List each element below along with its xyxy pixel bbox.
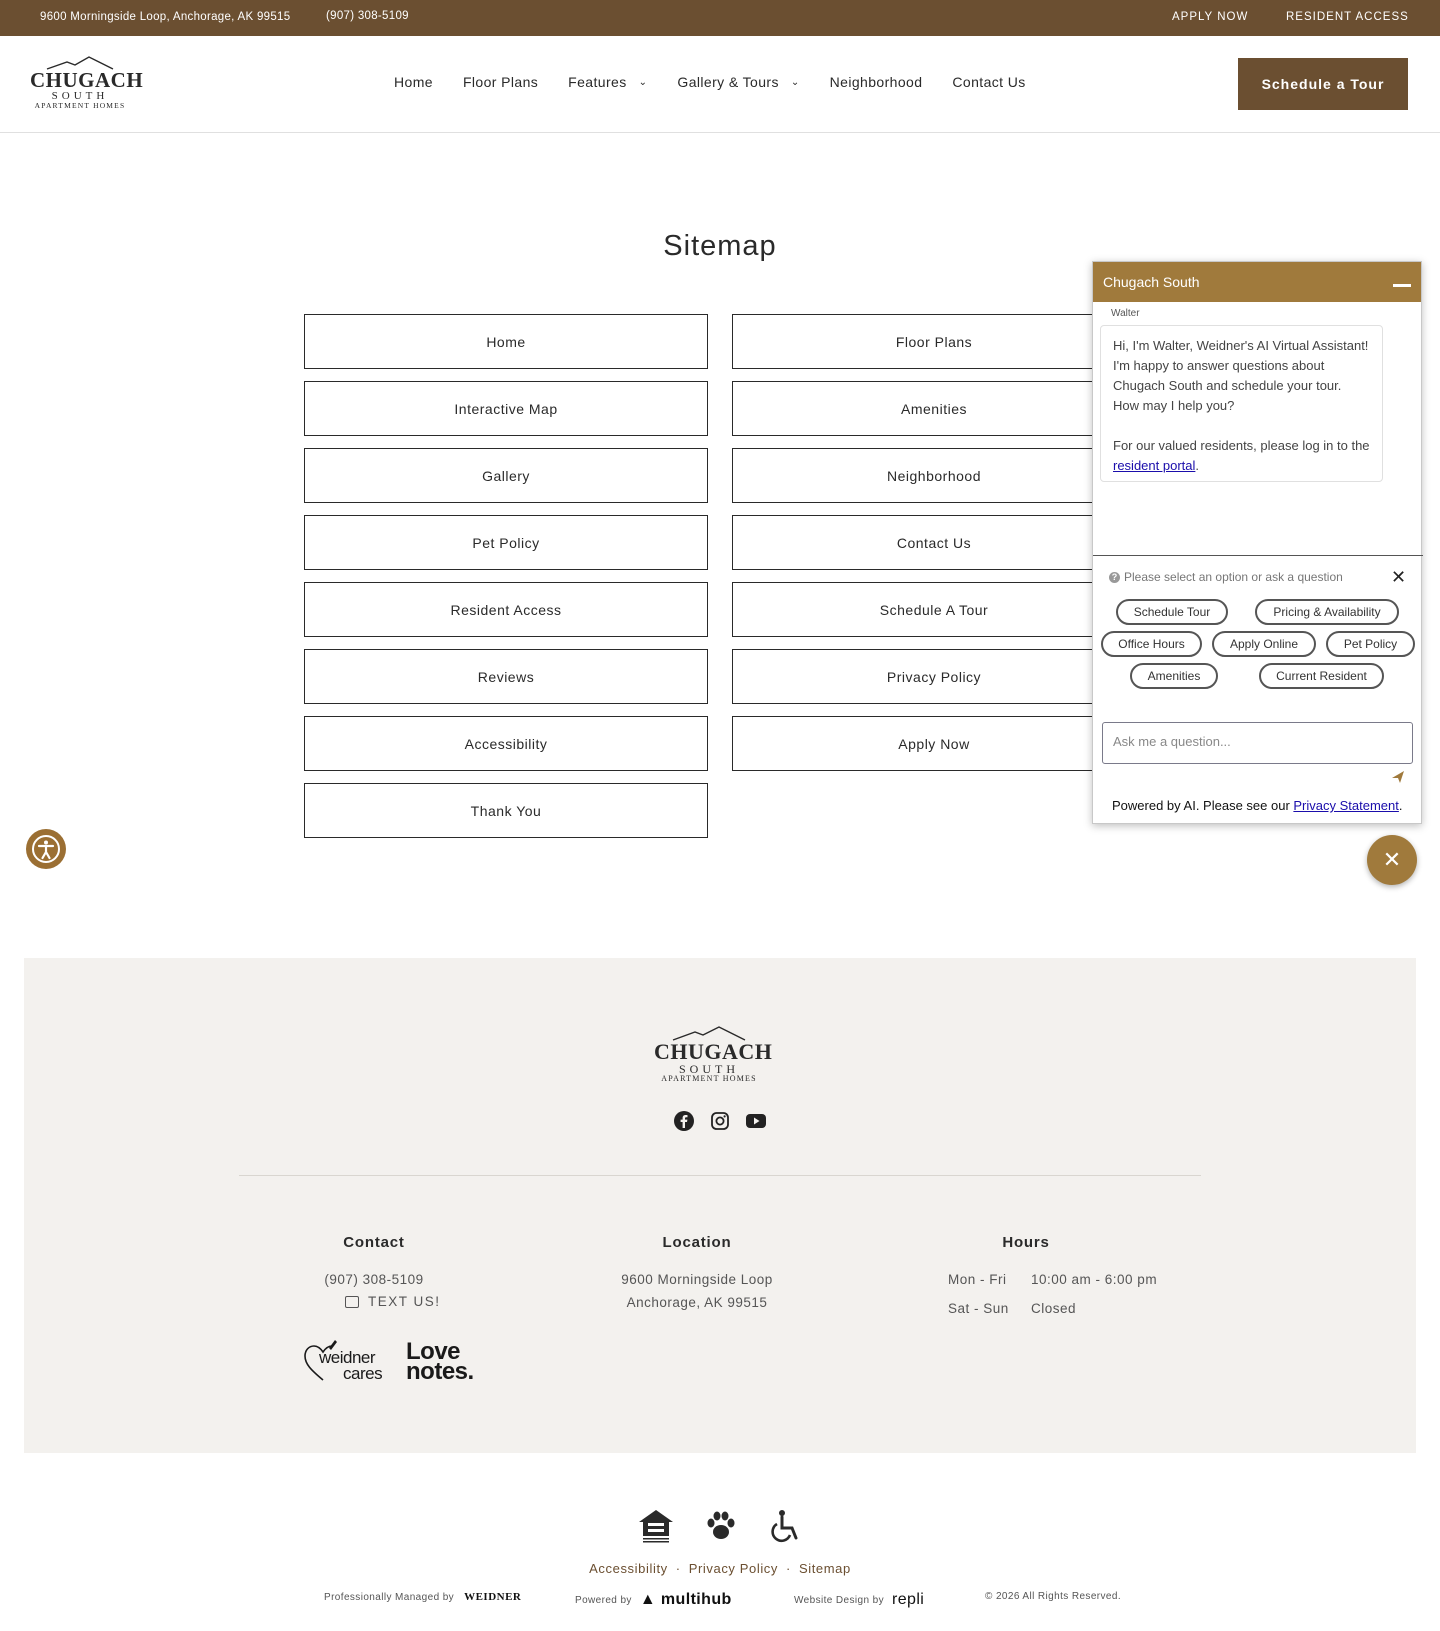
powered-by-label: Powered by — [575, 1594, 632, 1606]
logo-line1: CHUGACH — [654, 1039, 773, 1064]
chip-schedule-tour[interactable]: Schedule Tour — [1116, 599, 1228, 625]
top-phone[interactable]: (907) 308-5109 — [326, 10, 409, 22]
sitemap-link-home[interactable]: Home — [304, 314, 708, 369]
site-header — [0, 36, 1440, 133]
nav-gallery-tours[interactable] — [677, 74, 799, 90]
logo-line3: APARTMENT HOMES — [661, 1074, 757, 1083]
apply-now-link[interactable]: APPLY NOW — [1172, 11, 1249, 23]
location-heading: Location — [662, 1234, 732, 1251]
managed-by-credit — [324, 1591, 521, 1603]
nav-neighborhood[interactable] — [830, 74, 923, 90]
nav-neighborhood-label: Neighborhood — [829, 74, 923, 90]
accessibility-icon — [31, 834, 61, 864]
chip-pricing[interactable]: Pricing & Availability — [1255, 599, 1399, 625]
resident-portal-link[interactable]: resident portal — [1113, 458, 1196, 473]
chat-message-resident — [1113, 436, 1370, 476]
send-icon[interactable] — [1391, 770, 1405, 787]
minimize-icon[interactable] — [1393, 284, 1411, 287]
accessibility-widget-button[interactable] — [26, 829, 66, 869]
accessibility-link[interactable]: Accessibility — [589, 1561, 668, 1576]
multihub-logo[interactable] — [640, 1591, 732, 1609]
nav-gallery-label: Gallery & Tours — [677, 74, 779, 90]
chat-prompt-text: Please select an option or ask a question — [1124, 570, 1343, 584]
multihub-logo-text: multihub — [660, 1591, 732, 1608]
chat-widget — [1092, 261, 1422, 824]
repli-logo[interactable]: repli — [892, 1591, 925, 1608]
nav-features-label: Features — [568, 74, 627, 90]
sitemap-link[interactable]: Sitemap — [798, 1561, 851, 1576]
love-notes-text1: Love — [406, 1338, 461, 1365]
nav-features[interactable] — [568, 74, 647, 90]
sitemap-link-reviews[interactable]: Reviews — [304, 649, 708, 704]
chat-message-suffix: . — [1195, 458, 1200, 473]
chevron-down-icon: ⌄ — [790, 76, 800, 88]
sitemap-link-gallery[interactable]: Gallery — [304, 448, 708, 503]
chat-bubble-icon — [345, 1296, 359, 1308]
sitemap-link-interactive-map[interactable]: Interactive Map — [304, 381, 708, 436]
sitemap-link-neighborhood[interactable]: Neighborhood — [732, 448, 1136, 503]
footer-logo[interactable] — [654, 1026, 773, 1083]
footer-phone[interactable]: (907) 308-5109 — [324, 1272, 424, 1287]
logo-line1: CHUGACH — [30, 68, 144, 92]
hours-heading: Hours — [1002, 1234, 1050, 1251]
chat-footer-prefix: Powered by AI. Please see our — [1112, 798, 1294, 813]
chat-title: Chugach South — [1103, 274, 1200, 290]
weidner-cares-text2: cares — [343, 1364, 383, 1383]
main-nav — [394, 74, 1056, 90]
footer-city: Anchorage, AK 99515 — [626, 1295, 768, 1310]
chat-message-prefix: For our valued residents, please log in to the — [1113, 438, 1370, 453]
sitemap-link-resident-access[interactable]: Resident Access — [304, 582, 708, 637]
top-address[interactable]: 9600 Morningside Loop, Anchorage, AK 99515 — [40, 11, 291, 23]
chat-input[interactable]: Ask me a question... — [1102, 722, 1413, 764]
youtube-icon[interactable] — [745, 1110, 767, 1132]
paw-icon — [703, 1508, 739, 1544]
chip-pet-policy[interactable]: Pet Policy — [1326, 631, 1415, 657]
chevron-down-icon: ⌄ — [638, 76, 648, 88]
sitemap-link-contact-us[interactable]: Contact Us — [732, 515, 1136, 570]
sitemap-link-accessibility[interactable]: Accessibility — [304, 716, 708, 771]
facebook-icon[interactable] — [673, 1110, 695, 1132]
weidner-cares-logo — [303, 1338, 385, 1382]
hours-days-weekend: Sat - Sun — [948, 1301, 1009, 1316]
chat-message-text: Hi, I'm Walter, Weidner's AI Virtual Assistant! I'm happy to answer questions about Chugach South and schedule your tour. How may I help you? — [1113, 338, 1369, 413]
sitemap-link-schedule-a-tour[interactable]: Schedule A Tour — [732, 582, 1136, 637]
hours-time-weekday: 10:00 am - 6:00 pm — [1031, 1272, 1158, 1287]
contact-heading: Contact — [343, 1234, 405, 1251]
sitemap-link-floor-plans[interactable]: Floor Plans — [732, 314, 1136, 369]
chat-footer — [1112, 798, 1403, 813]
instagram-icon[interactable] — [709, 1110, 731, 1132]
nav-floor-plans-label: Floor Plans — [462, 74, 539, 90]
help-icon: ? — [1109, 572, 1120, 583]
sitemap-link-amenities[interactable]: Amenities — [732, 381, 1136, 436]
footer-divider — [239, 1175, 1201, 1176]
chat-header — [1093, 262, 1421, 302]
bottom-links — [0, 1561, 1440, 1576]
love-notes-text2: notes. — [406, 1358, 474, 1385]
close-icon: ✕ — [1382, 847, 1402, 872]
text-us-label: TEXT US! — [368, 1294, 441, 1309]
wheelchair-icon — [767, 1508, 803, 1544]
hours-time-weekend: Closed — [1031, 1301, 1077, 1316]
logo-line3: APARTMENT HOMES — [34, 101, 126, 110]
logo-line2: SOUTH — [678, 1062, 739, 1076]
equal-housing-icon — [636, 1508, 676, 1544]
weidner-logo[interactable]: WEIDNER — [464, 1591, 522, 1603]
top-bar — [0, 0, 1440, 36]
chat-divider — [1093, 555, 1423, 556]
nav-contact[interactable] — [952, 74, 1025, 90]
sitemap-link-pet-policy[interactable]: Pet Policy — [304, 515, 708, 570]
copyright-text: © 2026 All Rights Reserved. — [985, 1591, 1122, 1602]
chat-prompt — [1109, 570, 1343, 584]
chip-amenities[interactable]: Amenities — [1130, 663, 1218, 689]
site-footer — [24, 958, 1416, 1453]
design-by-credit — [794, 1591, 924, 1609]
chip-office-hours[interactable]: Office Hours — [1101, 631, 1202, 657]
multihub-icon: ▲ — [639, 1591, 657, 1608]
chip-current-resident[interactable]: Current Resident — [1259, 663, 1384, 689]
love-notes-logo — [406, 1338, 474, 1385]
design-by-label: Website Design by — [794, 1594, 884, 1606]
weidner-cares-text1: weidner — [319, 1348, 376, 1367]
separator: · — [786, 1561, 791, 1576]
copyright — [985, 1591, 1121, 1602]
sitemap-link-privacy-policy[interactable]: Privacy Policy — [732, 649, 1136, 704]
nav-floor-plans[interactable] — [463, 74, 538, 90]
nav-home-label: Home — [394, 74, 433, 90]
sitemap-link-thank-you[interactable]: Thank You — [304, 783, 708, 838]
chat-footer-suffix: . — [1398, 798, 1403, 813]
managed-by-label: Professionally Managed by — [324, 1591, 455, 1603]
nav-contact-label: Contact Us — [952, 74, 1026, 90]
nav-home[interactable] — [394, 74, 433, 90]
page-title: Sitemap — [663, 230, 777, 262]
privacy-policy-link[interactable]: Privacy Policy — [688, 1561, 779, 1576]
hours-days-weekday: Mon - Fri — [948, 1272, 1007, 1287]
powered-by-credit — [575, 1591, 732, 1609]
sitemap-link-apply-now[interactable]: Apply Now — [732, 716, 1136, 771]
footer-street: 9600 Morningside Loop — [621, 1272, 773, 1287]
separator: · — [675, 1561, 681, 1576]
chip-apply-online[interactable]: Apply Online — [1212, 631, 1316, 657]
chat-message — [1100, 325, 1383, 482]
close-icon[interactable]: ✕ — [1391, 567, 1407, 587]
chat-agent-name: Walter — [1111, 308, 1140, 319]
header-logo[interactable] — [30, 56, 144, 110]
logo-line2: SOUTH — [51, 90, 109, 102]
schedule-tour-button[interactable]: Schedule a Tour — [1238, 58, 1408, 110]
text-us-link[interactable] — [345, 1294, 441, 1309]
resident-access-link[interactable]: RESIDENT ACCESS — [1286, 11, 1409, 23]
chat-toggle-button[interactable] — [1367, 835, 1417, 885]
privacy-statement-link[interactable]: Privacy Statement — [1293, 798, 1399, 813]
